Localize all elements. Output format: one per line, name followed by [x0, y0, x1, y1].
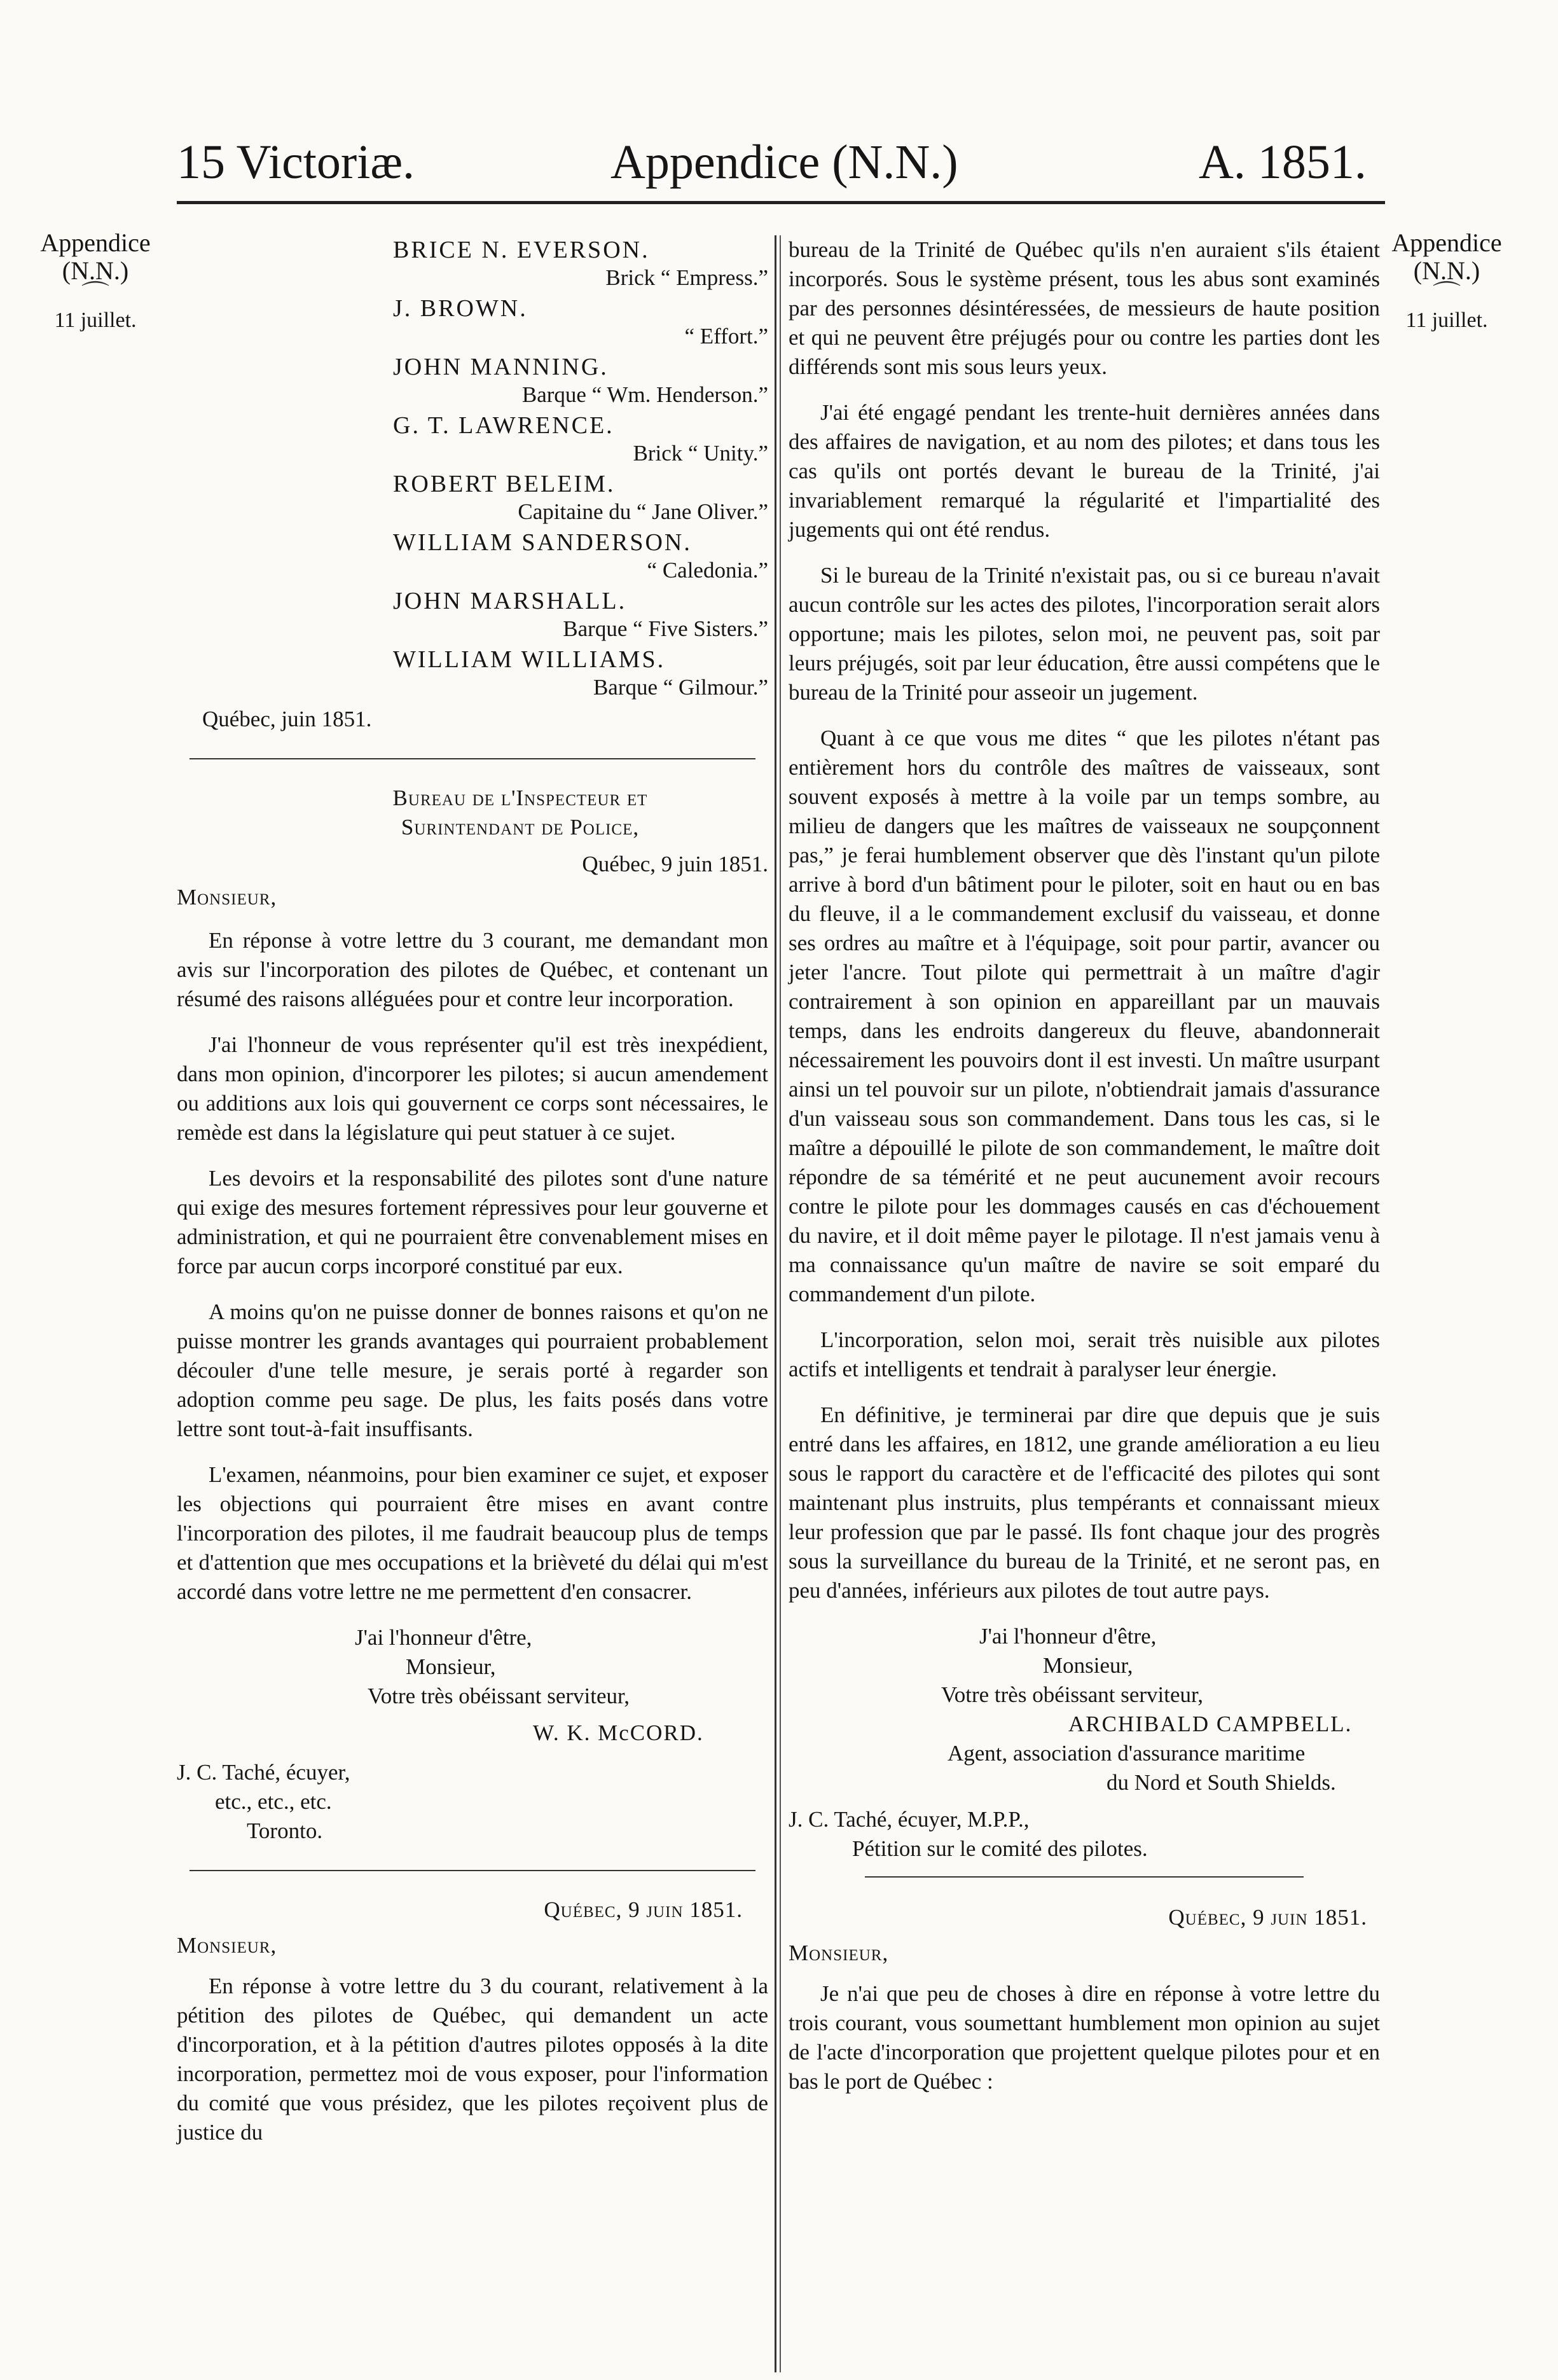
signatory-name: JOHN MANNING.: [393, 354, 609, 380]
closing-line-3: Votre très obéissant serviteur,: [368, 1684, 630, 1708]
letter-paragraph: L'incorporation, selon moi, serait très nuisible aux pilotes actifs et intelligents et tendrait à paralyser leur énergie.: [789, 1327, 1380, 1381]
letter-place-date: Québec, 9 juin 1851.: [582, 852, 768, 876]
addressee-line-3: Toronto.: [247, 1818, 323, 1843]
signatory-name: WILLIAM SANDERSON.: [393, 529, 692, 556]
letter-place-date: Québec, 9 juin 1851.: [1168, 1905, 1367, 1930]
letter-paragraph: J'ai été engagé pendant les trente-huit dernières années dans des affaires de navigation, et au nom des pilotes; et dans tous les cas qu'ils ont portés devant le bureau de la Trinité, j'ai invariablement remarqué la régularité et l'impartialité des jugements qui ont été rendus.: [789, 400, 1380, 542]
letter-paragraph: Je n'ai que peu de choses à dire en réponse à votre lettre du trois courant, vous soumettant humblement mon opinion au sujet de l'acte d'incorporation que projettent quelque pilotes pour et en bas le port de Québec :: [789, 1981, 1380, 2094]
letter-paragraph: A moins qu'on ne puisse donner de bonnes raisons et qu'on ne puisse montrer les grands avantages qui pourraient probablement découler d'une telle mesure, je serais porté à regarder son adoption comme peu sage. De plus, les faits posés dans votre lettre sont tout-à-fait insuffisants.: [177, 1299, 768, 1441]
signatory-ship: Capitaine du “ Jane Oliver.”: [518, 499, 768, 524]
left-column: [177, 235, 768, 2164]
addressee-line-1: J. C. Taché, écuyer, M.P.P.,: [789, 1807, 1030, 1832]
margin-brace-icon: ⌒: [81, 280, 109, 311]
column-divider-inner: [780, 235, 781, 2372]
signatory-ship: Brick “ Empress.”: [605, 265, 768, 290]
closing-line-1: J'ai l'honneur d'être,: [979, 1624, 1157, 1649]
signer-title-2: du Nord et South Shields.: [1106, 1770, 1336, 1795]
addressee-line-2: etc., etc., etc.: [215, 1789, 332, 1814]
margin-label: Appendice: [1391, 228, 1502, 257]
signatory-name: ROBERT BELEIM.: [393, 471, 616, 497]
signatory: [177, 411, 768, 467]
signatory-ship: “ Effort.”: [684, 324, 768, 349]
signatory-name: JOHN MARSHALL.: [393, 588, 627, 614]
margin-code: (N.N.): [62, 256, 129, 285]
letter-paragraph: Quant à ce que vous me dites “ que les pilotes n'étant pas entièrement hors du contrôle des maîtres de vaisseaux, sont souvent exposés à mettre à la voile par un temps sombre, au milieu de dangers que les maîtres de vaisseaux ne soupçonnent pas,” je ferai humblement observer que dès l'instant qu'un pilote arrive à bord d'un bâtiment pour le piloter, soit en haut ou en bas du fleuve, il a le commandement exclusif du vaisseau, et donne ses ordres au maître et à l'équipage, soit pour partir, avancer ou jeter l'ancre. Tout pilote qui permettrait à un maître d'agir contrairement à son opinion en appareillant par un mauvais temps, dans les endroits dangereux du fleuve, abandonnerait nécessairement les pouvoirs dont il est investi. Un maître usurpant ainsi un tel pouvoir sur un pilote, n'obtiendrait jamais d'assurance d'un vaisseau sous son commandement. Dans tous les cas, si le maître a dépouillé le pilote de son commandement, le maître doit répondre de sa témérité et ne peut aucunement avoir recours contre le pilote pour les dommages causés en cas d'échouement du navire, et il doit même payer le pilotage. Il n'est jamais venu à ma connaissance qu'un maître de navire se soit emparé du commandement d'un pilote.: [789, 726, 1380, 1306]
signatory: [177, 528, 768, 584]
letter-paragraph: En réponse à votre lettre du 3 courant, me demandant mon avis sur l'incorporation des pilotes de Québec, et contenant un résumé des raisons alléguées pour et contre leur incorporation.: [177, 928, 768, 1011]
letter-paragraph: L'examen, néanmoins, pour bien examiner ce sujet, et exposer les objections qui pourraient être mises en avant contre l'incorporation des pilotes, il me faudrait beaucoup plus de temps et d'attention que mes occupations et la brièveté du délai qui m'est accordé dans votre lettre ne me permettent d'en consacrer.: [177, 1462, 768, 1604]
letter-campbell-start: [177, 1895, 768, 2147]
addressee-line-1: J. C. Taché, écuyer,: [177, 1760, 350, 1785]
signatory: [177, 235, 768, 291]
signatory-ship: Barque “ Wm. Henderson.”: [521, 382, 768, 407]
closing-line-2: Monsieur,: [406, 1654, 496, 1679]
signatory: [177, 586, 768, 642]
signatory-name: WILLIAM WILLIAMS.: [393, 646, 666, 673]
section-rule: [865, 1876, 1304, 1878]
letter-salutation: Monsieur,: [177, 1933, 277, 1958]
letter-paragraph: bureau de la Trinité de Québec qu'ils n'en auraient s'ils étaient incorporés. Sous le système présent, tous les abus sont examinés par des personnes désintéressées, de messieurs de haute position et qui ne peuvent être préjugés pour ou contre les parties dont les différends sont mis sous leurs yeux.: [789, 237, 1380, 379]
signatory: [177, 352, 768, 408]
letter-mccord: [177, 784, 768, 1846]
letter-paragraph: En réponse à votre lettre du 3 du courant, relativement à la pétition des pilotes de Québec, qui demandent un acte d'incorporation, et à la pétition d'autres pilotes opposés à la dite incorporation, permettez moi de vous exposer, pour l'information du comité que vous présidez, que les pilotes reçoivent plus de justice du: [177, 1974, 768, 2145]
closing-line-2: Monsieur,: [1043, 1653, 1133, 1678]
signatory-ship: “ Caledonia.”: [647, 558, 768, 583]
right-column: [789, 235, 1380, 2113]
office-line-1: Bureau de l'Inspecteur et: [392, 785, 648, 810]
closing-line-1: J'ai l'honneur d'être,: [355, 1625, 532, 1650]
letter-salutation: Monsieur,: [789, 1941, 889, 1965]
signatory: [177, 469, 768, 525]
signatory: [177, 294, 768, 350]
letter-salutation: Monsieur,: [177, 885, 277, 910]
signatory-ship: Barque “ Gilmour.”: [593, 675, 768, 700]
signer-title-1: Agent, association d'assurance maritime: [948, 1741, 1306, 1766]
signatory-name: G. T. LAWRENCE.: [393, 412, 614, 439]
signatory-ship: Brick “ Unity.”: [633, 441, 768, 466]
closing-line-3: Votre très obéissant serviteur,: [941, 1682, 1204, 1707]
header-appendix: Appendice (N.N.): [610, 135, 958, 189]
letter-paragraph: En définitive, je terminerai par dire que depuis que je suis entré dans les affaires, en 1812, une grande amélioration a eu lieu sous le rapport du caractère et de l'efficacité des pilotes qui sont maintenant plus instruits, plus tempérants et connaissant mieux leur profession que par le passé. Ils font chaque jour des progrès sous la surveillance du bureau de la Trinité, et ne seront pas, en peu d'années, inférieurs aux pilotes de tout autre pays.: [789, 1402, 1380, 1603]
margin-label: Appendice: [40, 228, 151, 257]
margin-note-left: [32, 229, 159, 335]
signatory-name: J. BROWN.: [393, 295, 528, 322]
header-rule: [177, 201, 1385, 204]
signatory-name: BRICE N. EVERSON.: [393, 237, 650, 263]
header-year: A. 1851.: [1199, 135, 1367, 189]
letter-signature: ARCHIBALD CAMPBELL.: [1068, 1712, 1353, 1736]
margin-code: (N.N.): [1413, 256, 1480, 285]
section-rule: [190, 1870, 755, 1871]
margin-date: 11 juillet.: [1405, 308, 1488, 332]
letter-paragraph: J'ai l'honneur de vous représenter qu'il est très inexpédient, dans mon opinion, d'incorporer les pilotes; si aucun amendement ou additions aux lois qui gouvernent ce corps sont nécessaires, le remède est dans la législature qui peut statuer à ce sujet.: [177, 1032, 768, 1145]
column-divider: [775, 235, 776, 2372]
office-line-2: Surintendant de Police,: [401, 815, 640, 840]
header-session: 15 Victoriæ.: [177, 135, 415, 189]
margin-note-right: [1383, 229, 1510, 335]
letter-paragraph: Les devoirs et la responsabilité des pilotes sont d'une nature qui exige des mesures fortement répressives pour leur gouverne et administration, et qui ne pourraient être convenablement mises en force par aucun corps incorporé constitué par eux.: [177, 1166, 768, 1278]
signatory: [177, 645, 768, 701]
addressee-line-2: Pétition sur le comité des pilotes.: [852, 1836, 1148, 1861]
petition-place-date: Québec, juin 1851.: [202, 707, 372, 731]
margin-date: 11 juillet.: [54, 308, 137, 332]
signatory-list: [177, 235, 768, 734]
signatory-ship: Barque “ Five Sisters.”: [563, 616, 768, 641]
margin-brace-icon: ⌒: [1433, 280, 1461, 311]
letter-third-start: [789, 1903, 1380, 2096]
letter-paragraph: Si le bureau de la Trinité n'existait pas, ou si ce bureau n'avait aucun contrôle sur les actes des pilotes, l'incorporation serait alors opportune; mais les pilotes, selon moi, ne peuvent pas, soit par leurs préjugés, soit par leur éducation, être aussi compétens que le bureau de la Trinité pour asseoir un jugement.: [789, 563, 1380, 705]
section-rule: [190, 758, 755, 759]
letter-signature: W. K. McCORD.: [533, 1720, 704, 1745]
letter-place-date: Québec, 9 juin 1851.: [544, 1897, 743, 1922]
